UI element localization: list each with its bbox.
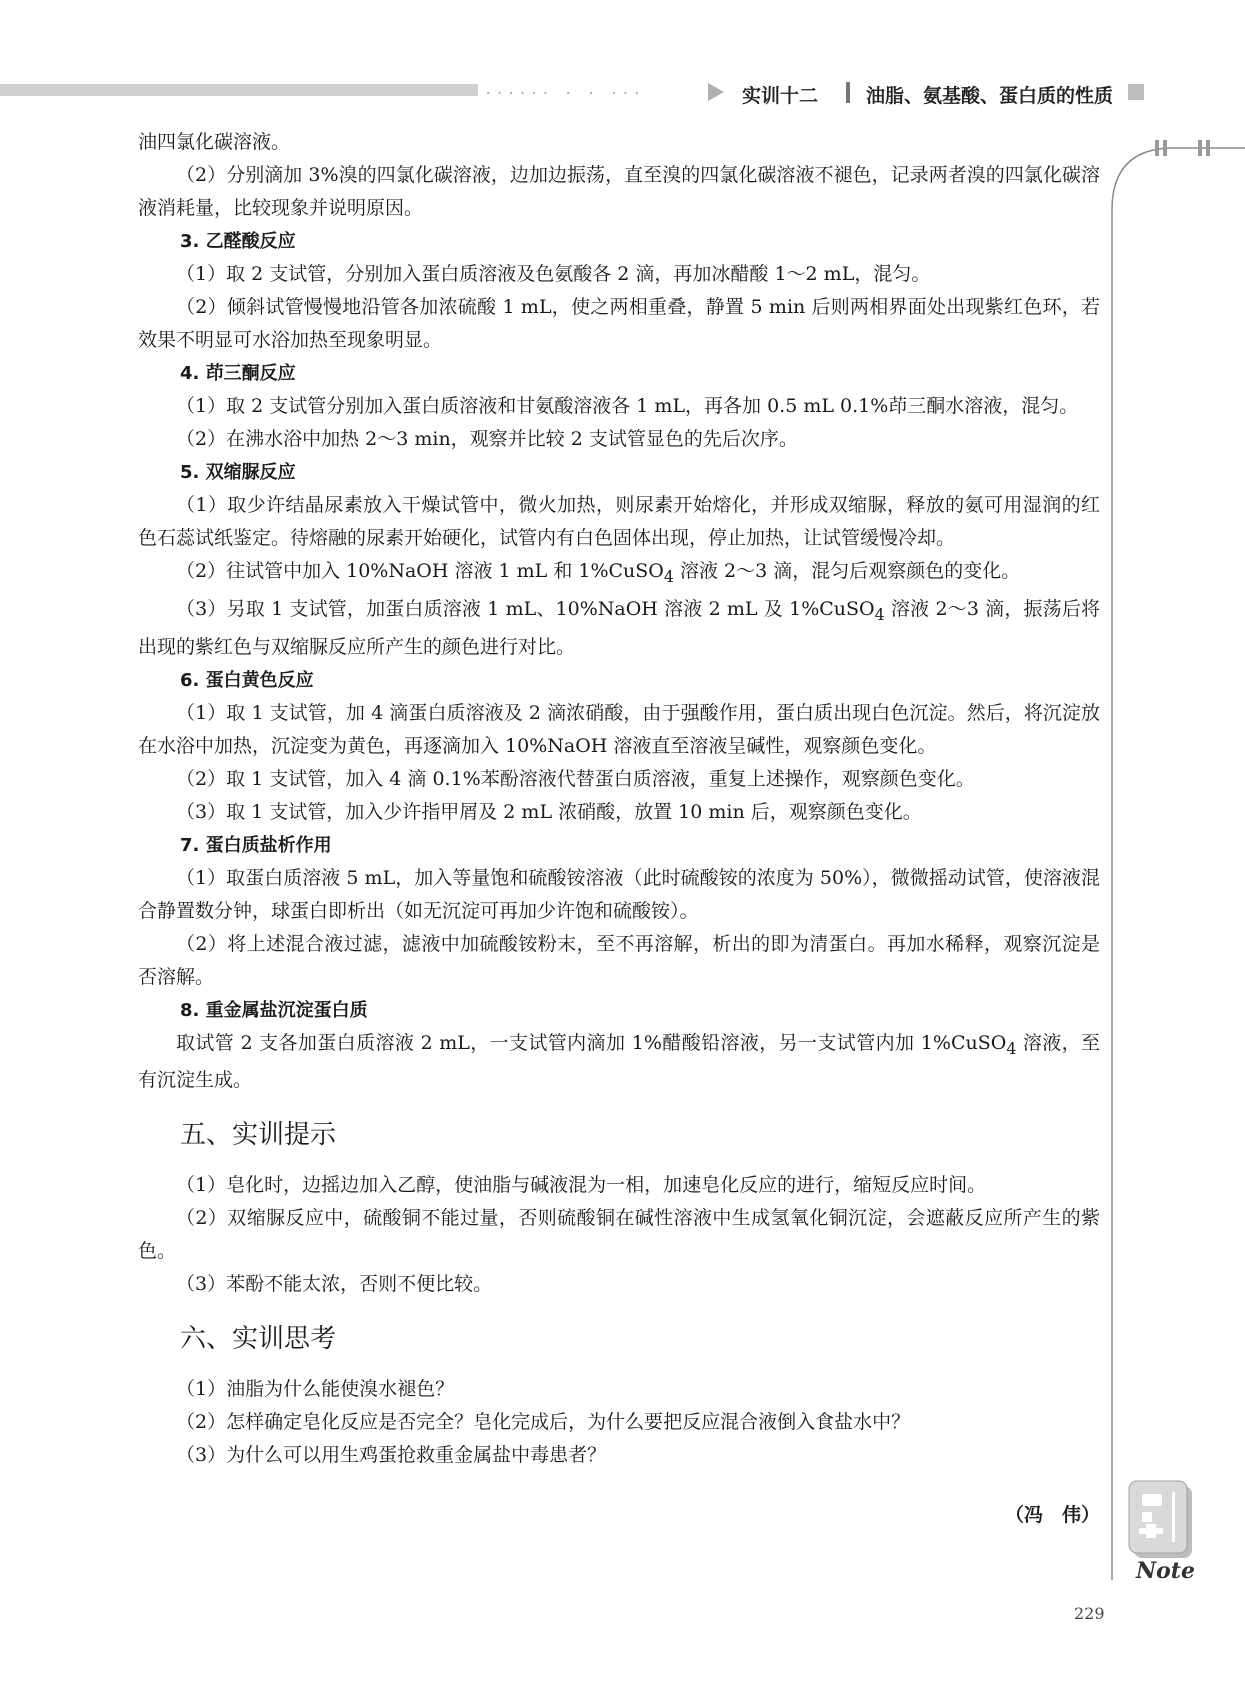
paragraph: （2）双缩脲反应中，硫酸铜不能过量，否则硫酸铜在碱性溶液中生成氢氧化铜沉淀，会遮蔽反应所产生的紫色。 <box>138 1207 1100 1263</box>
paragraph: （1）取少许结晶尿素放入干燥试管中，微火加热，则尿素开始熔化，并形成双缩脲，释放的氨可用湿润的红色石蕊试纸鉴定。待熔融的尿素开始硬化，试管内有白色固体出现，停止加热，让试管缓慢冷却。 <box>138 494 1100 549</box>
subscript: 4 <box>874 604 885 624</box>
section-heading: 8. 重金属盐沉淀蛋白质 <box>180 999 368 1021</box>
paragraph: 油四氯化碳溶液。 <box>138 131 291 153</box>
paragraph: （1）皂化时，边摇边加入乙醇，使油脂与碱液混为一相，加速皂化反应的进行，缩短反应时间。 <box>176 1174 987 1197</box>
paragraph: （3）为什么可以用生鸡蛋抢救重金属盐中毒患者？ <box>176 1444 607 1467</box>
paragraph: （1）油脂为什么能使溴水褪色？ <box>176 1378 455 1401</box>
paragraph: （1）取 2 支试管分别加入蛋白质溶液和甘氨酸溶液各 1 mL，再各加 0.5 mL 0.1%茚三酮水溶液，混匀。 <box>176 395 1079 417</box>
subscript: 4 <box>663 566 674 586</box>
author-credit: （冯 伟） <box>1004 1504 1100 1527</box>
header-separator <box>846 82 850 103</box>
note-icon <box>1128 1480 1198 1565</box>
paragraph: （2）分别滴加 3%溴的四氯化碳溶液，边加边振荡，直至溴的四氯化碳溶液不褪色，记录两者溴的四氯化碳溶液消耗量，比较现象并说明原因。 <box>138 164 1100 219</box>
section-heading: 4. 茚三酮反应 <box>180 363 296 384</box>
paragraph: （2）在沸水浴中加热 2～3 min，观察并比较 2 支试管显色的先后次序。 <box>176 428 798 450</box>
page-number: 229 <box>1074 1604 1105 1623</box>
page-body <box>138 126 1100 1527</box>
section-heading: 3. 乙醛酸反应 <box>180 231 296 252</box>
text-run: 溶液 2～3 滴，混匀后观察颜色的变化。 <box>673 560 1021 582</box>
paragraph: （2）将上述混合液过滤，滤液中加硫酸铵粉末，至不再溶解，析出的即为清蛋白。再加水稀释，观察沉淀是否溶解。 <box>138 932 1100 988</box>
section-heading: 6. 蛋白黄色反应 <box>180 669 314 691</box>
chapter-heading: 五、实训提示 <box>180 1120 337 1151</box>
paragraph: （1）取蛋白质溶液 5 mL，加入等量饱和硫酸铵溶液（此时硫酸铵的浓度为 50%），微微摇动试管，使溶液混合静置数分钟，球蛋白即析出（如无沉淀可再加少许饱和硫酸铵）。 <box>138 866 1100 922</box>
paragraph: （1）取 2 支试管，分别加入蛋白质溶液及色氨酸各 2 滴，再加冰醋酸 1～2 mL，混匀。 <box>176 263 931 285</box>
paragraph: （2）倾斜试管慢慢地沿管各加浓硫酸 1 mL，使之两相重叠，静置 5 min 后则两相界面处出现紫红色环，若效果不明显可水浴加热至现象明显。 <box>138 296 1100 351</box>
section-heading: 5. 双缩脲反应 <box>180 462 296 483</box>
subscript: 4 <box>1006 1038 1017 1058</box>
text-run: 取试管 2 支各加蛋白质溶液 2 mL，一支试管内滴加 1%醋酸铅溶液，另一支试管内加 1%CuSO <box>176 1031 1007 1054</box>
text-run: 溶液，至有沉淀生成。 <box>138 1031 1100 1092</box>
paragraph: （3）苯酚不能太浓，否则不便比较。 <box>176 1273 493 1296</box>
paragraph: （1）取 1 支试管，加 4 滴蛋白质溶液及 2 滴浓硝酸，由于强酸作用，蛋白质出现白色沉淀。然后，将沉淀放在水浴中加热，沉淀变为黄色，再逐滴加入 10%NaOH 溶液直至溶液呈碱性，观察颜色变化。 <box>138 701 1100 757</box>
text-run: （2）往试管中加入 10%NaOH 溶液 1 mL 和 1%CuSO <box>176 560 664 582</box>
text-run: （3）另取 1 支试管，加蛋白质溶液 1 mL、10%NaOH 溶液 2 mL 及 1%CuSO <box>176 597 875 620</box>
paragraph <box>138 593 1100 664</box>
text-run: 溶液 2～3 滴，振荡后将出现的紫红色与双缩脲反应所产生的颜色进行对比。 <box>138 597 1100 658</box>
chapter-heading: 六、实训思考 <box>180 1324 337 1355</box>
header-bar <box>0 84 478 96</box>
arrow-icon <box>708 83 724 101</box>
header-dots: ...... . . ... <box>484 82 645 98</box>
header-lesson: 实训十二 <box>742 85 819 107</box>
note-label: Note <box>1136 1558 1195 1584</box>
header-title: 油脂、氨基酸、蛋白质的性质 <box>866 85 1114 107</box>
paragraph: （3）取 1 支试管，加入少许指甲屑及 2 mL 浓硝酸，放置 10 min 后，观察颜色变化。 <box>176 800 922 823</box>
paragraph <box>138 1027 1100 1098</box>
section-heading: 7. 蛋白质盐析作用 <box>180 834 332 856</box>
square-icon <box>1128 84 1144 100</box>
margin-rail <box>1110 140 1245 1580</box>
paragraph: （2）怎样确定皂化反应是否完全？皂化完成后，为什么要把反应混合液倒入食盐水中？ <box>176 1411 911 1434</box>
paragraph: （2）取 1 支试管，加入 4 滴 0.1%苯酚溶液代替蛋白质溶液，重复上述操作，观察颜色变化。 <box>176 767 975 790</box>
paragraph <box>138 555 1100 593</box>
